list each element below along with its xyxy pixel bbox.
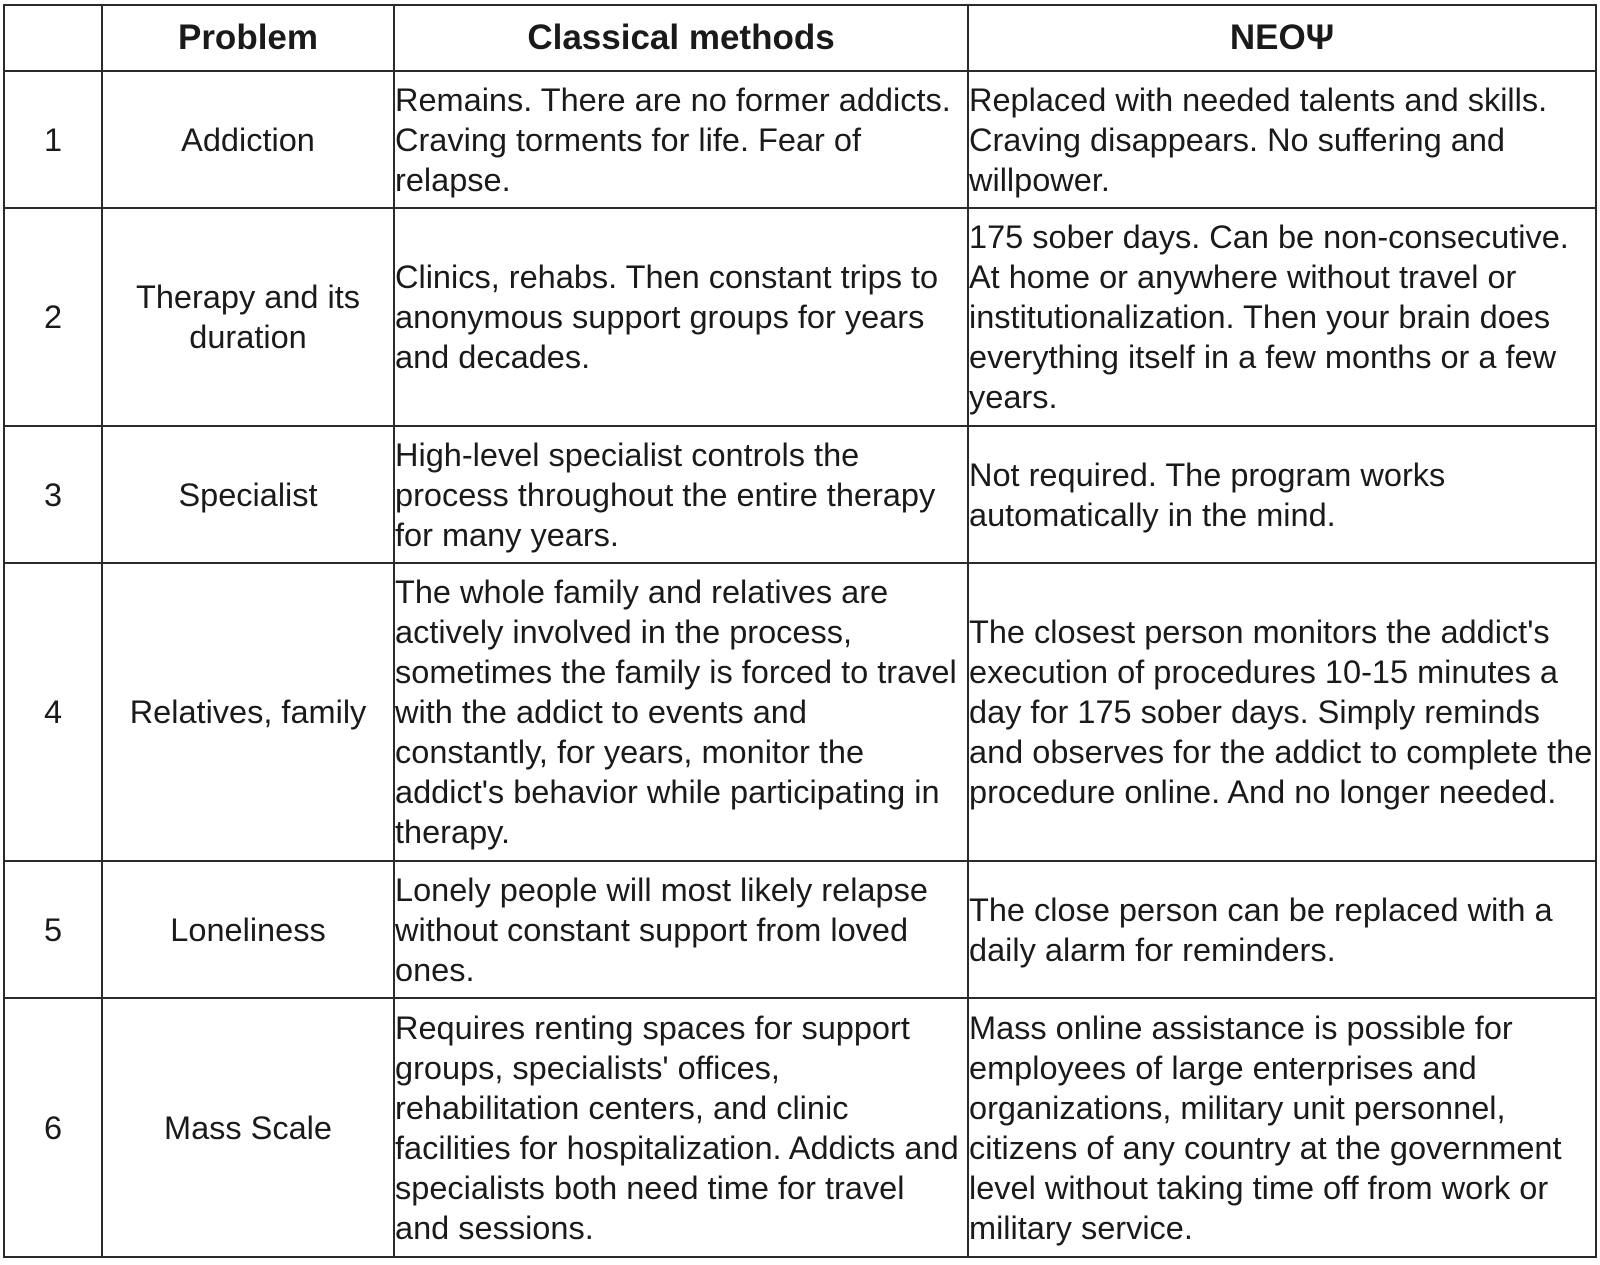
table-row	[4, 426, 1596, 563]
row-number: 3	[4, 426, 102, 563]
header-classical-methods: Classical methods	[394, 5, 968, 71]
row-problem: Loneliness	[102, 861, 394, 998]
table-row	[4, 563, 1596, 861]
row-number: 5	[4, 861, 102, 998]
row-classical: High-level specialist controls the process throughout the entire therapy for many years.	[394, 426, 968, 563]
table-row	[4, 208, 1596, 426]
row-classical: Clinics, rehabs. Then constant trips to anonymous support groups for years and decades.	[394, 208, 968, 426]
row-classical: Remains. There are no former addicts. Craving torments for life. Fear of relapse.	[394, 71, 968, 208]
table-row	[4, 71, 1596, 208]
row-neo: Mass online assistance is possible for employees of large enterprises and organizations, military unit personnel, citizens of any country at the government level without taking time off from work or military service.	[968, 998, 1596, 1257]
row-problem: Relatives, family	[102, 563, 394, 861]
table-row	[4, 998, 1596, 1257]
row-problem: Specialist	[102, 426, 394, 563]
row-classical: Lonely people will most likely relapse without constant support from loved ones.	[394, 861, 968, 998]
header-problem: Problem	[102, 5, 394, 71]
row-number: 1	[4, 71, 102, 208]
row-classical: The whole family and relatives are actively involved in the process, sometimes the family is forced to travel with the addict to events and constantly, for years, monitor the addict's behavior while participating in therapy.	[394, 563, 968, 861]
comparison-table	[3, 4, 1597, 1258]
header-row	[4, 5, 1596, 71]
header-neo: NEOΨ	[968, 5, 1596, 71]
row-neo: Not required. The program works automatically in the mind.	[968, 426, 1596, 563]
row-number: 6	[4, 998, 102, 1257]
row-problem: Therapy and its duration	[102, 208, 394, 426]
row-problem: Mass Scale	[102, 998, 394, 1257]
table-row	[4, 861, 1596, 998]
row-number: 2	[4, 208, 102, 426]
row-number: 4	[4, 563, 102, 861]
row-neo: 175 sober days. Can be non-consecutive. At home or anywhere without travel or institutionalization. Then your brain does everything itself in a few months or a few years.	[968, 208, 1596, 426]
row-problem: Addiction	[102, 71, 394, 208]
row-classical: Requires renting spaces for support groups, specialists' offices, rehabilitation centers, and clinic facilities for hospitalization. Addicts and specialists both need time for travel and sessions.	[394, 998, 968, 1257]
header-number	[4, 5, 102, 71]
row-neo: The closest person monitors the addict's execution of procedures 10-15 minutes a day for 175 sober days. Simply reminds and observes for the addict to complete the procedure online. And no longer needed.	[968, 563, 1596, 861]
row-neo: The close person can be replaced with a daily alarm for reminders.	[968, 861, 1596, 998]
row-neo: Replaced with needed talents and skills. Craving disappears. No suffering and willpower.	[968, 71, 1596, 208]
